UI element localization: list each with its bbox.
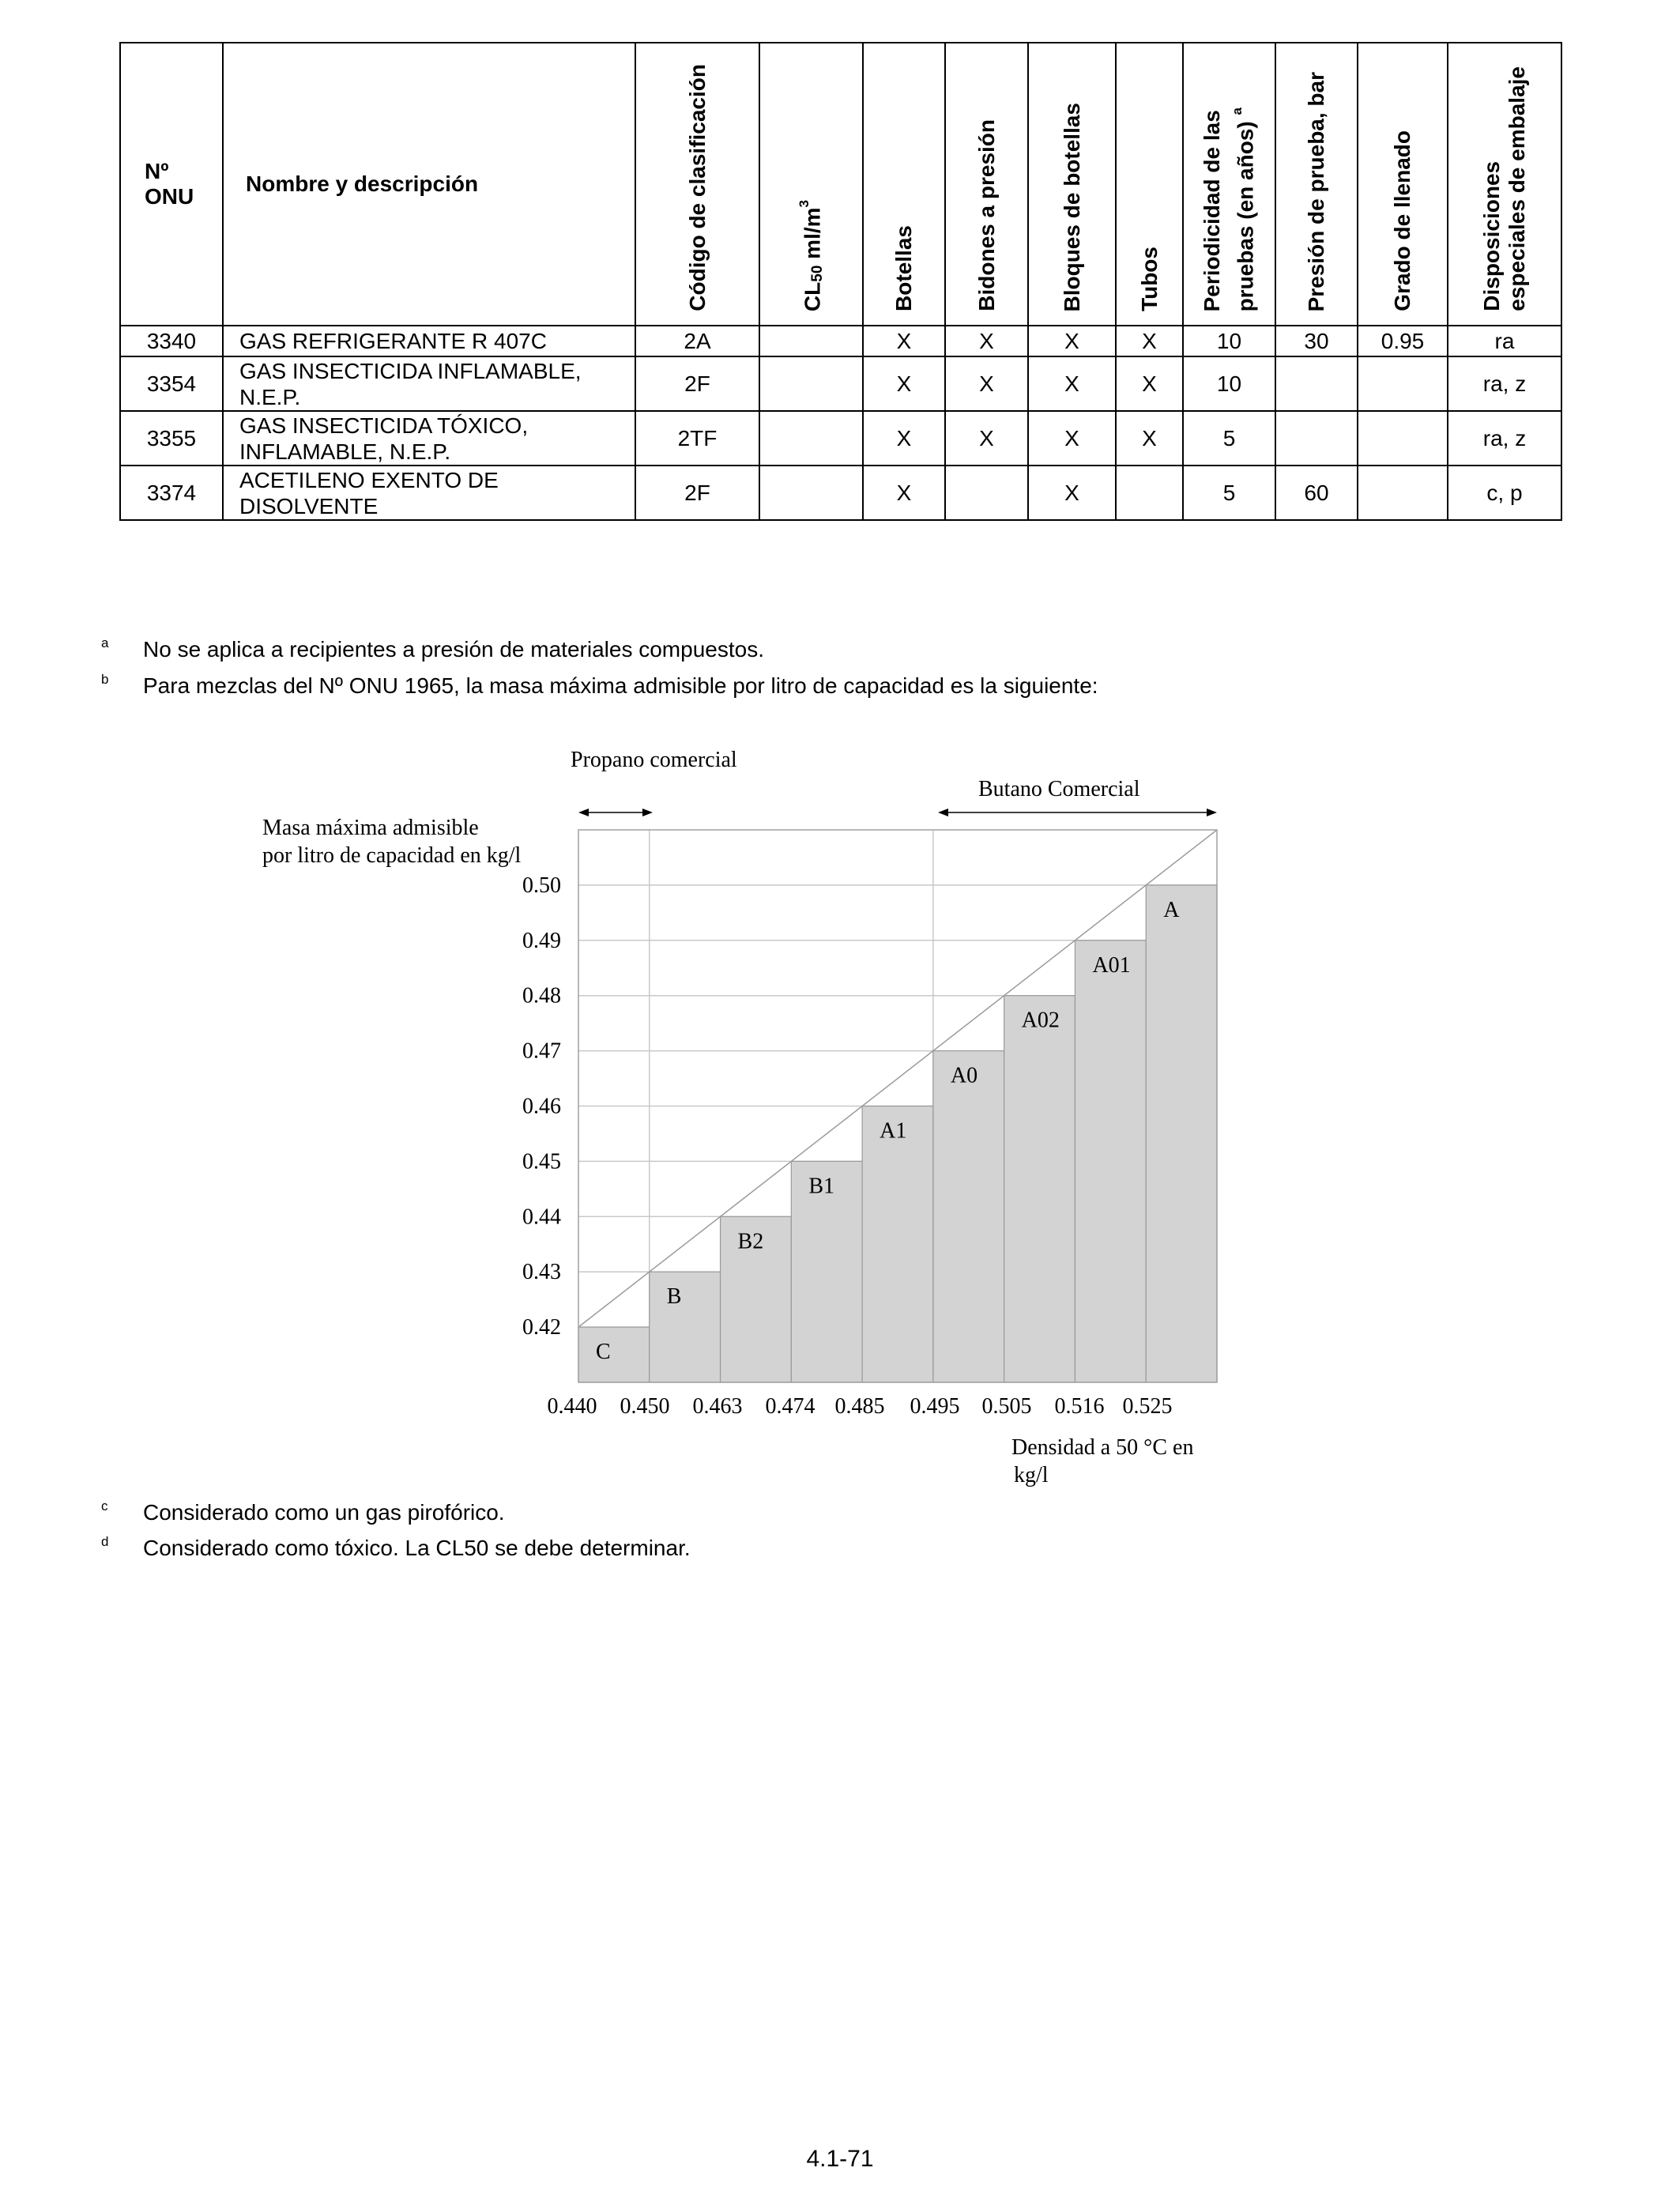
butano-range-arrow-head — [938, 809, 948, 816]
y-tick-label: 0.44 — [522, 1204, 561, 1230]
cell-nombre: GAS REFRIGERANTE R 407C — [223, 326, 635, 356]
footnote-text: Considerado como un gas pirofórico. — [143, 1500, 505, 1525]
cell-periodicidad: 10 — [1183, 326, 1275, 356]
bar-label: A0 — [950, 1063, 978, 1088]
header-bloques: Bloques de botellas — [1028, 43, 1116, 326]
propano-label: Propano comercial — [571, 748, 737, 772]
cell-codigo: 2F — [635, 466, 759, 520]
header-bidones: Bidones a presión — [945, 43, 1028, 326]
cell-nombre: ACETILENO EXENTO DE DISOLVENTE — [223, 466, 635, 520]
bar-A01 — [1075, 941, 1146, 1382]
header-disposiciones: Disposiciones especiales de embalaje — [1448, 43, 1561, 326]
propano-range-arrow-head — [578, 809, 589, 816]
cell-presion: 60 — [1275, 466, 1358, 520]
bar-label: B1 — [808, 1174, 835, 1199]
x-tick-label: 0.516 — [1054, 1394, 1105, 1419]
x-tick-label: 0.485 — [834, 1394, 885, 1419]
y-tick-label: 0.42 — [522, 1315, 561, 1340]
y-axis-label: Masa máxima admisible — [262, 816, 479, 840]
header-periodicidad: Periodicidad de las pruebas (en años) $^a$ — [1183, 43, 1275, 326]
footnote-mark: a — [101, 635, 109, 650]
cell-botellas: X — [863, 356, 945, 411]
x-axis-label: kg/l — [1014, 1463, 1049, 1487]
header-cl50: $CL_{50}$ $ml/m^3$ — [759, 43, 863, 326]
footnote-mark: b — [101, 672, 109, 687]
y-tick-label: 0.48 — [522, 983, 561, 1008]
footnote-text: No se aplica a recipientes a presión de materiales compuestos. — [143, 637, 764, 662]
cell-presion: 30 — [1275, 326, 1358, 356]
cell-onu: 3354 — [120, 356, 223, 411]
header-grado: Grado de llenado — [1358, 43, 1448, 326]
y-tick-label: 0.45 — [522, 1149, 561, 1174]
y-tick-label: 0.47 — [522, 1039, 561, 1064]
header-presion: Presión de prueba, bar — [1275, 43, 1358, 326]
cell-bloques: X — [1028, 466, 1116, 520]
footnote-text: Para mezclas del Nº ONU 1965, la masa máxima admisible por litro de capacidad es la siguiente: — [143, 673, 1098, 698]
header-onu: Nº ONU — [120, 43, 223, 326]
x-tick-label: 0.505 — [981, 1394, 1032, 1419]
cell-botellas: X — [863, 411, 945, 466]
cell-periodicidad: 10 — [1183, 356, 1275, 411]
butano-label: Butano Comercial — [978, 777, 1140, 801]
header-botellas: Botellas — [863, 43, 945, 326]
bar-A02 — [1004, 996, 1075, 1382]
bar-C — [578, 1327, 650, 1382]
x-tick-label: 0.463 — [692, 1394, 743, 1419]
bar-A0 — [933, 1051, 1004, 1382]
propano-range-arrow-head — [642, 809, 653, 816]
cell-disposiciones: ra — [1448, 326, 1561, 356]
bar-label: A1 — [880, 1118, 907, 1144]
y-axis-label: por litro de capacidad en kg/l — [262, 843, 522, 868]
bar-label: A02 — [1021, 1008, 1060, 1033]
cell-periodicidad: 5 — [1183, 466, 1275, 520]
footnote-c — [101, 1498, 505, 1527]
cell-tubos: X — [1116, 326, 1183, 356]
footnote-mark: d — [101, 1534, 109, 1549]
page-number: 4.1-71 — [806, 2146, 874, 2172]
bar-label: B — [666, 1284, 682, 1310]
cell-codigo: 2A — [635, 326, 759, 356]
cell-onu: 3340 — [120, 326, 223, 356]
bar-label: C — [596, 1340, 611, 1365]
header-nombre: Nombre y descripción — [223, 43, 635, 326]
cell-bloques: X — [1028, 411, 1116, 466]
header-codigo: Código de clasificación — [635, 43, 759, 326]
cell-bloques: X — [1028, 356, 1116, 411]
butano-range-arrow-head — [1207, 809, 1217, 816]
cell-bloques: X — [1028, 326, 1116, 356]
cell-nombre: GAS INSECTICIDA TÓXICO, INFLAMABLE, N.E.P. — [223, 411, 635, 466]
footnote-mark: c — [101, 1498, 108, 1514]
x-tick-label: 0.525 — [1122, 1394, 1173, 1419]
cell-disposiciones: c, p — [1448, 466, 1561, 520]
x-tick-label: 0.495 — [910, 1394, 960, 1419]
cell-onu: 3355 — [120, 411, 223, 466]
bar-label: B2 — [737, 1229, 764, 1254]
y-tick-label: 0.49 — [522, 928, 561, 953]
footnote-text: Considerado como tóxico. La CL50 se debe determinar. — [143, 1536, 691, 1560]
bar-B — [650, 1272, 721, 1382]
x-tick-label: 0.440 — [547, 1394, 597, 1419]
cell-onu: 3374 — [120, 466, 223, 520]
x-tick-label: 0.474 — [765, 1394, 816, 1419]
y-tick-label: 0.43 — [522, 1260, 561, 1285]
cell-tubos: X — [1116, 411, 1183, 466]
cell-disposiciones: ra, z — [1448, 411, 1561, 466]
bar-label: A01 — [1092, 952, 1131, 978]
header-tubos: Tubos — [1116, 43, 1183, 326]
cell-bidones: X — [945, 411, 1028, 466]
x-tick-label: 0.450 — [620, 1394, 670, 1419]
cell-nombre: GAS INSECTICIDA INFLAMABLE, N.E.P. — [223, 356, 635, 411]
cell-grado: 0.95 — [1358, 326, 1448, 356]
cell-bidones: X — [945, 356, 1028, 411]
cell-codigo: 2TF — [635, 411, 759, 466]
bar-A — [1146, 885, 1217, 1382]
cell-botellas: X — [863, 326, 945, 356]
bar-label: A — [1163, 897, 1180, 922]
cell-disposiciones: ra, z — [1448, 356, 1561, 411]
cell-codigo: 2F — [635, 356, 759, 411]
cell-tubos: X — [1116, 356, 1183, 411]
y-tick-label: 0.46 — [522, 1094, 561, 1119]
cell-bidones: X — [945, 326, 1028, 356]
y-tick-label: 0.50 — [522, 873, 561, 898]
cell-botellas: X — [863, 466, 945, 520]
cell-periodicidad: 5 — [1183, 411, 1275, 466]
x-axis-label: Densidad a 50 °C en — [1011, 1435, 1194, 1460]
footnote-d — [101, 1534, 691, 1563]
bar-A1 — [862, 1106, 933, 1383]
